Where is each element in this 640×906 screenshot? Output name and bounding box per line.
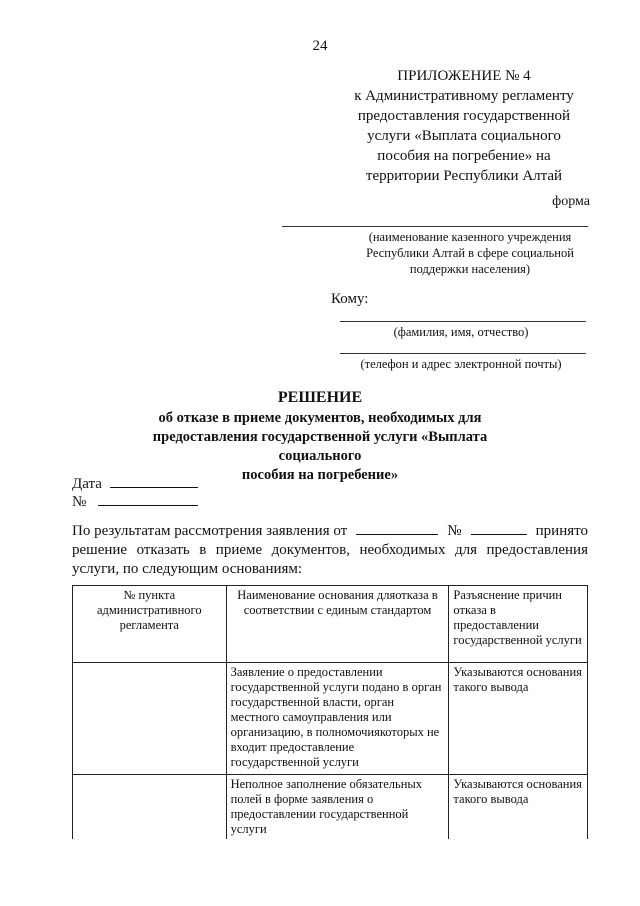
decision-title: РЕШЕНИЕ (277, 389, 363, 406)
caption-line: (наименование казенного учреждения (368, 230, 572, 244)
appendix-line: ПРИЛОЖЕНИЕ № 4 (397, 68, 531, 84)
appendix-header (330, 66, 598, 186)
institution-line (282, 226, 588, 227)
cell-ground: Заявление о предоставлении государственной услуги подано в орган государственной власти, орган местного самоуправления или организацию, в полномочиякоторых не входит предоставление государственной услуги (226, 663, 449, 775)
table-row (73, 663, 588, 775)
number-label: № (72, 494, 87, 510)
cell-explanation: Указываются основания такого вывода (449, 775, 588, 840)
fio-line (340, 321, 586, 322)
appendix-line: пособия на погребение» на (377, 148, 551, 164)
grounds-table (72, 585, 588, 839)
date-blank (110, 473, 198, 488)
application-date-blank (356, 521, 438, 535)
subtitle-line: пособия на погребение» (241, 467, 399, 483)
subtitle-line: предоставления государственной услуги «Выплата социального (152, 429, 488, 464)
cell-point (73, 775, 227, 840)
cell-ground: Неполное заполнение обязательных полей в форме заявления о предоставлении государственной услуги (226, 775, 449, 840)
body-part2: № (447, 523, 462, 539)
body-rest: решение отказать в приеме документов, необходимых для предоставления услуги, по следующим основаниям: (72, 542, 588, 577)
appendix-line: к Административному регламенту (354, 88, 574, 104)
number-blank (98, 491, 198, 506)
contact-line (340, 353, 586, 354)
caption-line: поддержки населения) (409, 262, 531, 276)
header-explanation: Разъяснение причин отказа в предоставлении государственной услуги (449, 586, 588, 663)
application-number-blank (471, 521, 527, 535)
fio-caption: (фамилия, имя, отчество) (393, 325, 529, 339)
body-part1: По результатам рассмотрения заявления от (72, 523, 348, 539)
page-number: 24 (312, 38, 328, 54)
header-point: № пункта административного регламента (73, 586, 227, 663)
appendix-line: услуги «Выплата социального (367, 128, 561, 144)
contact-caption: (телефон и адрес электронной почты) (360, 357, 562, 371)
table-header-row (73, 586, 588, 663)
cell-explanation: Указываются основания такого вывода (449, 663, 588, 775)
decision-body (72, 521, 588, 579)
cell-point (73, 663, 227, 775)
appendix-line: территории Республики Алтай (365, 168, 563, 184)
body-first-line (72, 521, 588, 541)
appendix-line: предоставления государственной (357, 108, 571, 124)
date-label: Дата (72, 476, 102, 492)
institution-caption (350, 229, 590, 277)
to-label: Кому: (331, 291, 369, 307)
date-field (72, 473, 198, 493)
subtitle-line: об отказе в приеме документов, необходимых для (158, 410, 482, 426)
body-part3: принято (535, 523, 588, 539)
caption-line: Республики Алтай в сфере социальной (366, 246, 574, 260)
header-ground: Наименование основания дляотказа в соответствии с единым стандартом (226, 586, 449, 663)
form-label: форма (552, 194, 590, 209)
number-field (72, 491, 198, 511)
table-row (73, 775, 588, 840)
